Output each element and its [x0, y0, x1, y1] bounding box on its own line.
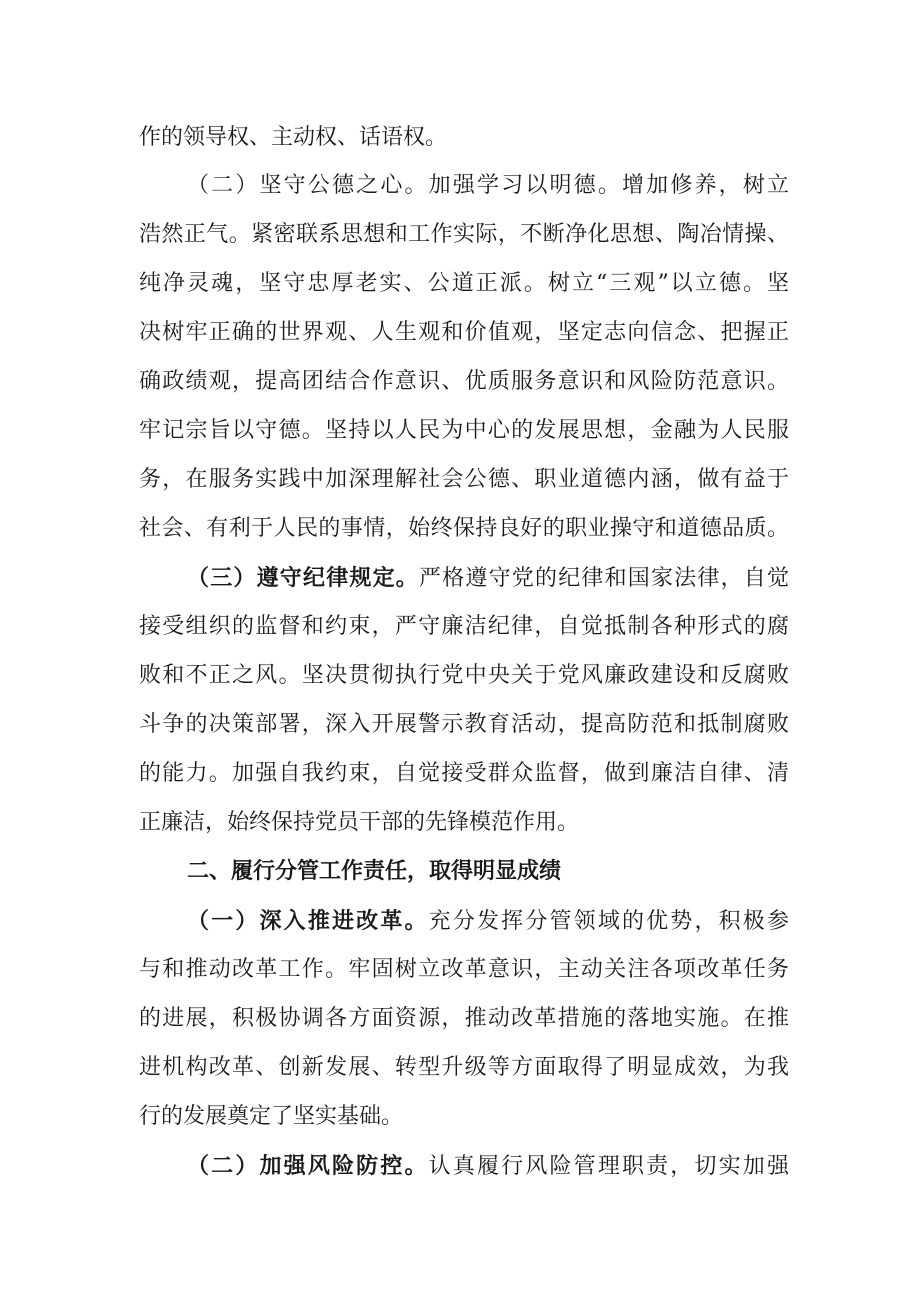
paragraph-line: （二）坚守公德之心。加强学习以明德。增加修养，树立 — [187, 173, 789, 198]
paragraph-text: 充分发挥分管领域的优势，积极参 — [428, 909, 789, 934]
paragraph-text: 认真履行风险管理职责，切实加强 — [428, 1154, 789, 1179]
paragraph-line: 作的领导权、主动权、话语权。 — [139, 125, 448, 150]
paragraph-line: 斗争的决策部署，深入开展警示教育活动，提高防范和抵制腐败 — [139, 712, 789, 737]
paragraph-line: 的能力。加强自我约束，自觉接受群众监督，做到廉洁自律、清 — [139, 761, 789, 786]
paragraph-line: 纯净灵魂，坚守忠厚老实、公道正派。树立“三观”以立德。坚 — [139, 271, 789, 296]
paragraph-line — [187, 906, 789, 937]
paragraph-line: 决树牢正确的世界观、人生观和价值观，坚定志向信念、把握正 — [139, 320, 789, 345]
paragraph-line: 牢记宗旨以守德。坚持以人民为中心的发展思想，金融为人民服 — [139, 418, 789, 443]
paragraph-line: 行的发展奠定了坚实基础。 — [139, 1104, 404, 1129]
paragraph-line — [187, 563, 789, 594]
paragraph-line: 确政绩观，提高团结合作意识、优质服务意识和风险防范意识。 — [139, 369, 789, 394]
paragraph-line: 浩然正气。紧密联系思想和工作实际，不断净化思想、陶冶情操、 — [139, 222, 789, 247]
paragraph-text: 严格遵守党的纪律和国家法律，自觉 — [419, 566, 789, 591]
paragraph-line: 败和不正之风。坚决贯彻执行党中央关于党风廉政建设和反腐败 — [139, 663, 789, 688]
paragraph-line: 与和推动改革工作。牢固树立改革意识，主动关注各项改革任务 — [139, 957, 789, 982]
paragraph-line — [187, 1151, 789, 1182]
section-heading: 二、履行分管工作责任，取得明显成绩 — [187, 859, 562, 884]
paragraph-line: 社会、有利于人民的事情，始终保持良好的职业操守和道德品质。 — [139, 516, 789, 541]
paragraph-line: 接受组织的监督和约束，严守廉洁纪律，自觉抵制各种形式的腐 — [139, 614, 789, 639]
paragraph-line: 进机构改革、创新发展、转型升级等方面取得了明显成效，为我 — [139, 1055, 789, 1080]
section-lead: （三）遵守纪律规定。 — [187, 565, 419, 591]
paragraph-line: 的进展，积极协调各方面资源，推动改革措施的落地实施。在推 — [139, 1006, 789, 1031]
paragraph-line: 正廉洁，始终保持党员干部的先锋模范作用。 — [139, 810, 580, 835]
section-lead: （一）深入推进改革。 — [187, 908, 429, 934]
paragraph-line: 务，在服务实践中加深理解社会公德、职业道德内涵，做有益于 — [139, 467, 789, 492]
section-lead: （二）加强风险防控。 — [187, 1153, 429, 1179]
